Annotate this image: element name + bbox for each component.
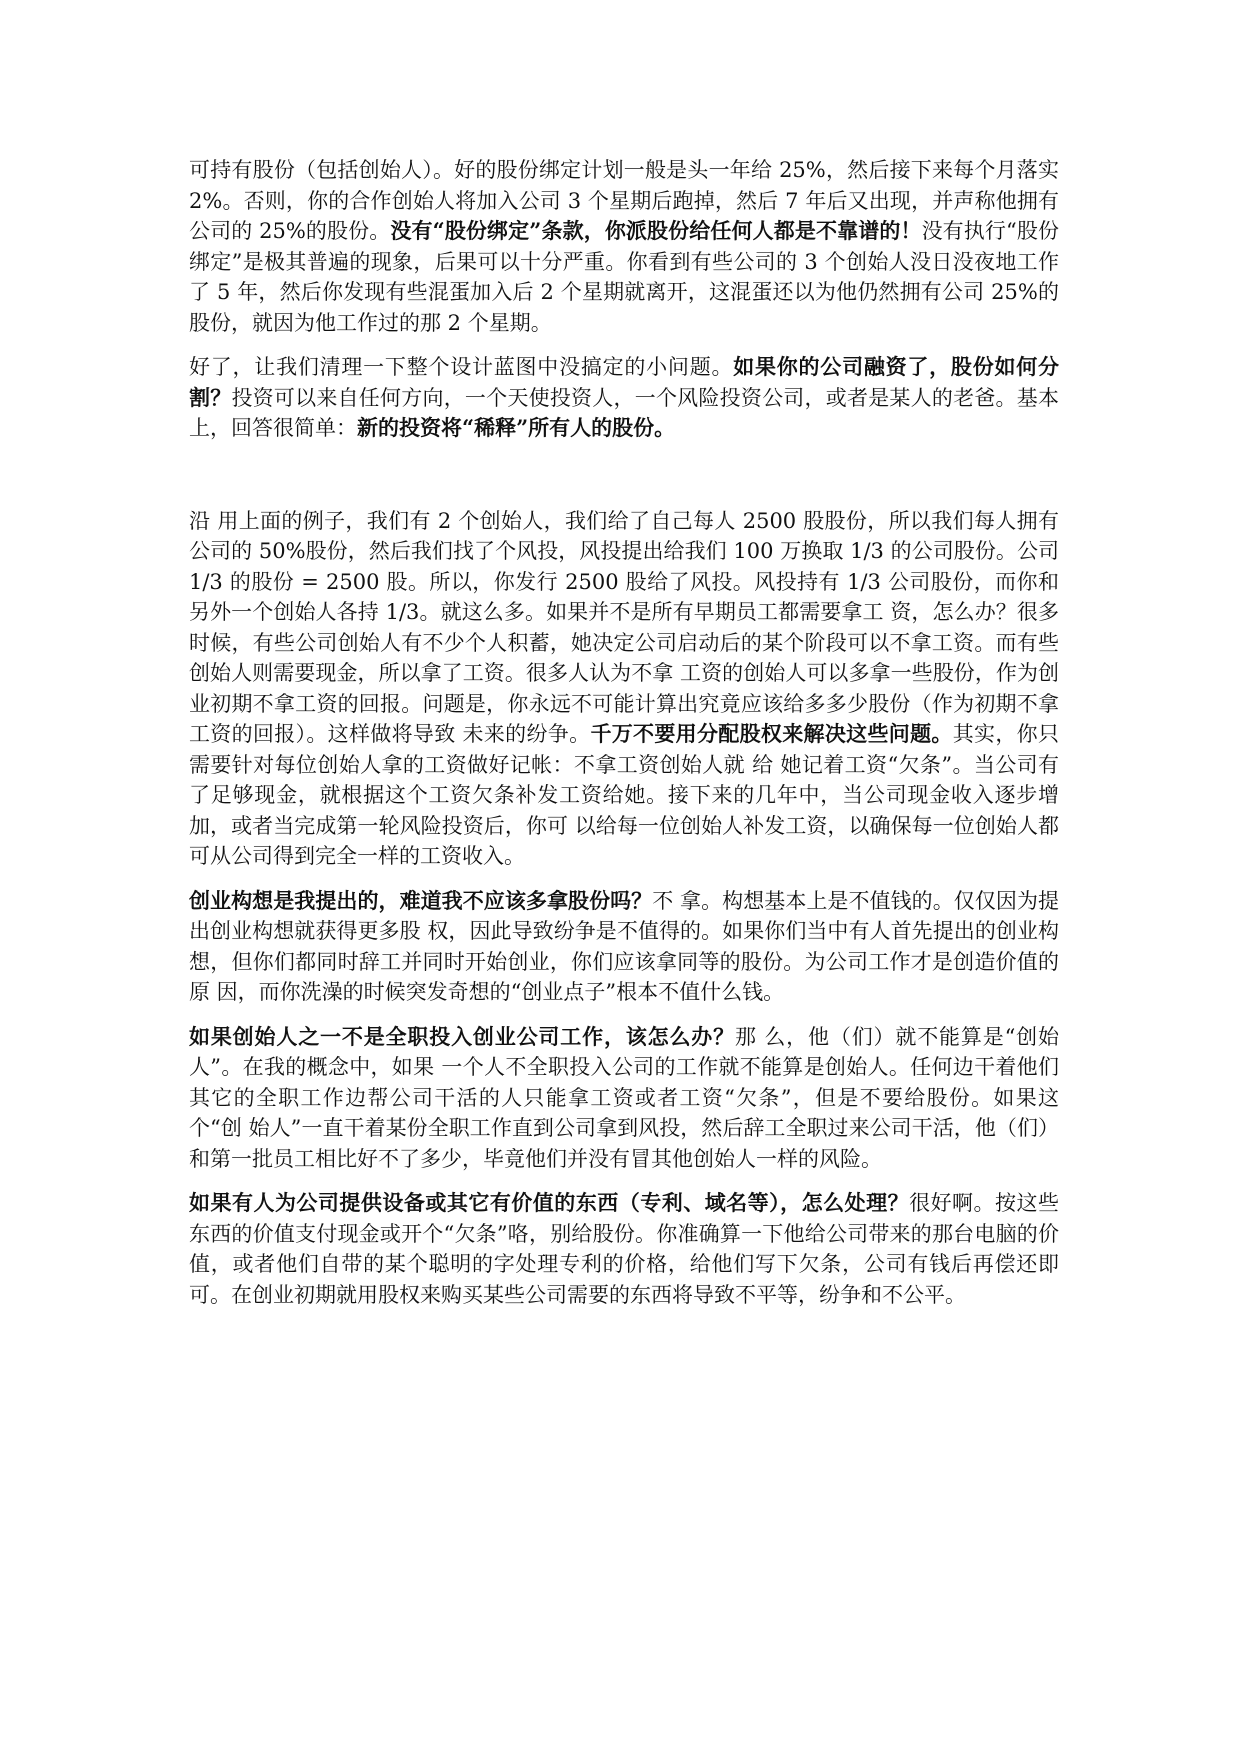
text-run: 那 么，他（们）就不能算是“创始人”。在我的概念中，如果 一个人不全职投入公司的工作就不能算是创始人。任何边干着他们其它的全职工作边帮公司干活的人只能拿工资或者工资“欠条”，但是不要给股份。如果这个“创 始人”一直干着某份全职工作直到公司拿到风投，然后辞工全职过来公司干活，他（们）和第一批员工相比好不了多少，毕竟他们并没有冒其他创始人一样的风险。 [189, 1024, 1059, 1171]
text-run: 没有执行“股份绑定”是极其普遍的现象，后果可以十分严重。你看到有些公司的 3 个创始人没日没夜地工作了 5 年，然后你发现有些混蛋加入后 2 个星期就离开，这混蛋还以为他仍然拥有公司 25%的股份，就因为他工作过的那 2 个星期。 [189, 219, 1059, 335]
paragraph-financing [189, 352, 1059, 444]
bold-run: 如果你的公司融资了，股份如何分割？ [189, 354, 1060, 410]
bold-run: 如果创始人之一不是全职投入创业公司工作，该怎么办？ [189, 1023, 735, 1049]
bold-run: 新的投资将“稀释”所有人的股份。 [357, 415, 676, 440]
text-run: 不 拿。构想基本上是不值钱的。仅仅因为提出创业构想就获得更多股 权，因此导致纷争是不值得的。如果你们当中有人首先提出的创业构想，但你们都同时辞工并同时开始创业，你们应该拿同等的股份。为公司工作才是创造价值的原 因，而你洗澡的时候突发奇想的“创业点子”根本不值什么钱。 [189, 888, 1059, 1004]
text-run: 可持有股份（包括创始人）。好的股份绑定计划一般是头一年给 25%，然后接下来每个月落实 2%。否则，你的合作创始人将加入公司 3 个星期后跑掉，然后 7 年后又出现，并声称他拥有公司的 25%的股份。 [189, 158, 1060, 243]
paragraph-vesting [189, 155, 1059, 338]
text-run: 好了，让我们清理一下整个设计蓝图中没搞定的小问题。 [189, 355, 734, 379]
text-run: 投资可以来自任何方向，一个天使投资人，一个风险投资公司，或者是某人的老爸。基本上，回答很简单： [189, 385, 1059, 440]
text-run: 其实，你只需要针对每位创始人拿的工资做好记帐：不拿工资创始人就 给 她记着工资“欠条”。当公司有了足够现金，就根据这个工资欠条补发工资给她。接下来的几年中，当公司现金收入逐步增加，或者当完成第一轮风险投资后，你可 以给每一位创始人补发工资，以确保每一位创始人都可从公司得到完全一样的工资收入。 [189, 722, 1059, 868]
bold-run: 千万不要用分配股权来解决这些问题。 [590, 721, 953, 746]
paragraph-idea-ownership [189, 886, 1059, 1008]
paragraph-dilution-example [189, 506, 1059, 872]
paragraph-contributed-assets [189, 1188, 1059, 1310]
bold-run: 没有“股份绑定”条款，你派股份给任何人都是不靠谱的！ [390, 218, 922, 243]
document-page [189, 155, 1059, 1324]
text-run: 很好啊。按这些东西的价值支付现金或开个“欠条”咯，别给股份。你准确算一下他给公司带来的那台电脑的价值，或者他们自带的某个聪明的字处理专利的价格，给他们写下欠条，公司有钱后再偿还即可。在创业初期就用股权来购买某些公司需要的东西将导致不平等，纷争和不公平。 [189, 1191, 1060, 1307]
text-run: 沿 用上面的例子，我们有 2 个创始人，我们给了自己每人 2500 股股份，所以我们每人拥有公司的 50%股份，然后我们找了个风投，风投提出给我们 100 万换取 1/3 的公司股份。公司 1/3 的股份 = 2500 股。所以，你发行 2500 股给了风投。风投持有 1/3 公司股份，而你和另外一个创始人各持 1/3。就这么多。如果并不是所有早期员工都需要拿工 资，怎么办？很多时候，有些公司创始人有不少个人积蓄，她决定公司启动后的某个阶段可以不拿工资。而有些创始人则需要现金，所以拿了工资。很多人认为不拿 工资的创始人可以多拿一些股份，作为创业初期不拿工资的回报。问题是，你永远不可能计算出究竟应该给多多少股份（作为初期不拿工资的回报）。这样做将导致 未来的纷争。 [189, 508, 1059, 746]
bold-run: 创业构想是我提出的，难道我不应该多拿股份吗？ [189, 887, 653, 913]
paragraph-part-time-founder [189, 1022, 1059, 1175]
bold-run: 如果有人为公司提供设备或其它有价值的东西（专利、域名等），怎么处理？ [189, 1190, 910, 1215]
